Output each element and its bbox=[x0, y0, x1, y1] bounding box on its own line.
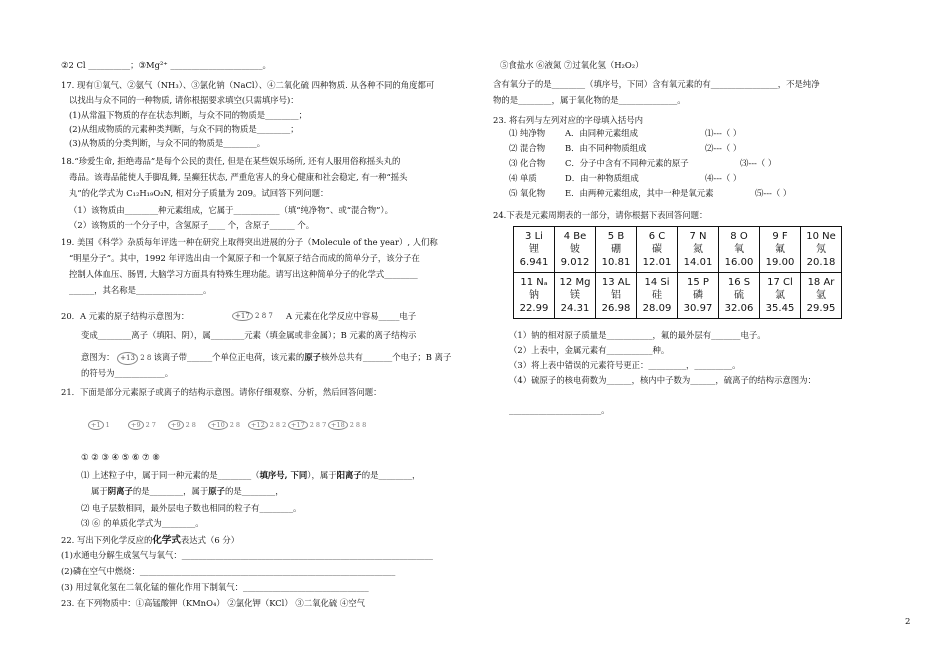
q24-part-4: （4）硫原子的核电荷数为______，核内中子数为______，硫离子的结构示意图为： bbox=[509, 375, 816, 385]
element-name: 氟 bbox=[775, 244, 785, 255]
q22-stem-c: 表达式（6 分） bbox=[180, 535, 240, 545]
element-cell bbox=[596, 227, 637, 273]
element-sym: 5 B bbox=[607, 231, 625, 242]
match-row-bracket: ⑷---（ ） bbox=[705, 173, 742, 183]
element-cell bbox=[678, 227, 719, 273]
element-cell bbox=[719, 273, 760, 319]
atom-nucleus: +12 bbox=[248, 420, 268, 430]
element-sym: 8 O bbox=[730, 231, 748, 242]
q17-stem-2: 以找出与众不同的一种物质, 请你根据要求填空(只需填序号)： bbox=[69, 95, 299, 105]
match-row-right: D．由一种物质组成 bbox=[565, 173, 639, 183]
match-row-bracket: ⑵---（ ） bbox=[705, 143, 742, 153]
q17-part-3: (3)从物质的分类判断，与众不同的物质是________。 bbox=[69, 138, 266, 148]
atom-a-nucleus: +17 bbox=[232, 311, 253, 321]
element-name: 氧 bbox=[734, 244, 744, 255]
q22-stem bbox=[61, 535, 239, 546]
element-name: 钠 bbox=[529, 290, 539, 301]
q22-part-3: (3) 用过氧化氢在二氧化锰的催化作用下制氧气：______________________________ bbox=[61, 582, 369, 592]
match-row-right: C．分子中含有不同种元素的原子 bbox=[565, 158, 689, 168]
atom-shells: 2 7 bbox=[145, 421, 156, 429]
atom-structure-diagram bbox=[248, 420, 286, 430]
element-cell bbox=[555, 227, 596, 273]
match-row-left: ⑶ 化合物 bbox=[509, 158, 546, 168]
q21-p2e: 的是________， bbox=[225, 486, 284, 496]
periodic-table-row-2 bbox=[514, 273, 842, 319]
element-name: 硼 bbox=[611, 244, 621, 255]
atom-b-shells: 2 8 bbox=[140, 354, 152, 362]
atom-nucleus: +10 bbox=[208, 420, 228, 430]
atom-structure-diagram bbox=[168, 420, 196, 430]
atom-shells: 2 8 7 bbox=[309, 421, 327, 429]
element-mass: 35.45 bbox=[765, 303, 795, 314]
atom-b-nucleus: +13 bbox=[117, 352, 138, 365]
element-sym: 9 F bbox=[772, 231, 788, 242]
match-row-bracket: ⑸---（ ） bbox=[755, 188, 792, 198]
q18-line-3: 丸”的化学式为 C₁₂H₁₉O₂N, 相对分子质量为 209。试回答下列问题： bbox=[69, 188, 329, 198]
element-name: 氩 bbox=[816, 290, 826, 301]
q21-p2a: 属于 bbox=[91, 486, 108, 496]
q21-part-1 bbox=[81, 470, 420, 481]
periodic-table-row-1 bbox=[514, 227, 842, 273]
q21-part-3: ⑵ 电子层数相同，最外层电子数也相同的粒子有________。 bbox=[81, 503, 302, 513]
atom-shells: 2 8 2 bbox=[269, 421, 287, 429]
q20-line-4: 的符号为____________。 bbox=[81, 368, 174, 378]
q20-line-2: 变成________离子（填阳、阴），属________元素（填金属或非金属）；B 元素的离子结构示 bbox=[81, 330, 417, 340]
element-sym: 6 C bbox=[648, 231, 666, 242]
element-mass: 20.18 bbox=[806, 257, 836, 268]
match-row-left: ⑴ 纯净物 bbox=[509, 128, 546, 138]
q23-cont-line-1: ⑤食盐水 ⑥液氮 ⑦过氧化氢（H₂O₂） bbox=[500, 60, 644, 70]
element-name: 磷 bbox=[693, 290, 703, 301]
q16-tail: ②2 Cl __________；③Mg²⁺ ______________________。 bbox=[61, 60, 271, 70]
element-sym: 10 Ne bbox=[806, 231, 836, 242]
element-mass: 10.81 bbox=[601, 257, 631, 268]
q19-line-1: 19. 美国《科学》杂质每年评选一种在研究上取得突出进展的分子（Molecule of the year）, 人们称 bbox=[61, 237, 438, 247]
element-name: 铝 bbox=[611, 290, 621, 301]
q20-line-3c: 核外总共有_______个电子；B 离子 bbox=[321, 352, 452, 362]
q18-line-2: 毒品。该毒品能使人手脚乱舞, 呈癫狂状态, 严重危害人的身心健康和社会稳定, 有一种“摇头 bbox=[69, 172, 408, 182]
atom-diagram-b bbox=[117, 354, 153, 362]
element-sym: 14 Si bbox=[644, 277, 670, 288]
element-mass: 19.00 bbox=[765, 257, 795, 268]
element-mass: 12.01 bbox=[642, 257, 672, 268]
element-mass: 9.012 bbox=[560, 257, 590, 268]
element-name: 碳 bbox=[652, 244, 662, 255]
q20-bold-atom: 原子 bbox=[304, 352, 322, 362]
q21-stem: 21．下面是部分元素原子或离子的结构示意图。请你仔细观察、分析，然后回答问题： bbox=[61, 387, 382, 397]
q18-line-1: 18.“珍爱生命, 拒绝毒品”是每个公民的责任, 但是在某些娱乐场所, 还有人服用俗称摇头丸的 bbox=[61, 156, 401, 166]
q19-line-4: ______，其名称是________________。 bbox=[69, 285, 212, 295]
element-mass: 28.09 bbox=[642, 303, 672, 314]
element-mass: 6.941 bbox=[519, 257, 549, 268]
atom-structure-diagram bbox=[128, 420, 156, 430]
element-cell bbox=[760, 227, 801, 273]
match-row-right: B．由不同种物质组成 bbox=[565, 143, 647, 153]
element-cell bbox=[760, 273, 801, 319]
element-cell bbox=[514, 273, 555, 319]
q21-p2d: 原子 bbox=[208, 486, 225, 496]
periodic-table bbox=[513, 226, 842, 319]
element-name: 铍 bbox=[570, 244, 580, 255]
element-mass: 26.98 bbox=[601, 303, 631, 314]
element-sym: 18 Ar bbox=[807, 277, 835, 288]
atom-nucleus: +17 bbox=[288, 420, 308, 430]
q24-part-1: （1）钠的相对原子质量是___________，氟的最外层有_______电子。 bbox=[509, 330, 766, 340]
q21-labels: ① ② ③ ④ ⑤ ⑥ ⑦ ⑧ bbox=[81, 452, 160, 462]
page-number: 2 bbox=[905, 617, 911, 627]
q20-line-3a: 意图为： bbox=[81, 352, 115, 362]
element-cell bbox=[801, 273, 842, 319]
element-cell bbox=[596, 273, 637, 319]
element-cell bbox=[719, 227, 760, 273]
element-name: 硫 bbox=[734, 290, 744, 301]
element-mass: 14.01 bbox=[683, 257, 713, 268]
element-sym: 17 Cl bbox=[767, 277, 793, 288]
element-cell bbox=[514, 227, 555, 273]
q22-part-1: (1)水通电分解生成氢气与氧气：____________________________________________________________ bbox=[61, 550, 433, 560]
q24-stem: 24.下表是元素周期表的一部分，请你根据下表回答问题： bbox=[493, 210, 708, 220]
q21-p2b: 阴离子 bbox=[107, 486, 133, 496]
match-row-bracket: ⑴---（ ） bbox=[705, 128, 742, 138]
element-mass: 24.31 bbox=[560, 303, 590, 314]
atom-nucleus: +9 bbox=[168, 420, 184, 430]
q21-part-2 bbox=[91, 486, 284, 497]
q21-p1b: 填序号, 下同 bbox=[259, 470, 308, 480]
element-cell bbox=[801, 227, 842, 273]
q19-line-2: “明星分子”。其中，1992 年评选出由一个氮原子和一个氧原子结合而成的简单分子，该分子在 bbox=[69, 253, 420, 263]
q21-p2c: 的是________，属于 bbox=[132, 486, 209, 496]
match-row-left: ⑷ 单质 bbox=[509, 173, 537, 183]
element-cell bbox=[637, 273, 678, 319]
q19-line-3: 控制人体血压、肠胃, 大脑学习方面具有特殊生理功能。请写出这种简单分子的化学式________ bbox=[69, 269, 418, 279]
element-name: 氮 bbox=[693, 244, 703, 255]
element-mass: 29.95 bbox=[806, 303, 836, 314]
q23-cont-line-2: 含有氧分子的是________（填序号，下同）含有氧元素的有________________，不是纯净 bbox=[493, 79, 820, 89]
q21-p1a: ⑴ 上述粒子中，属于同一种元素的是________（ bbox=[81, 470, 260, 480]
element-cell bbox=[555, 273, 596, 319]
match-row-right: A．由同种元素组成 bbox=[565, 128, 639, 138]
q23-stem: 23. 在下列物质中：①高锰酸钾（KMnO₄） ②氯化钾（KCl） ③二氧化硫 ④空气 bbox=[61, 598, 366, 608]
atom-structure-diagram bbox=[328, 420, 366, 430]
element-cell bbox=[637, 227, 678, 273]
atom-diagram-a bbox=[232, 311, 273, 321]
element-name: 氖 bbox=[816, 244, 826, 255]
q21-p1e: 的是________， bbox=[361, 470, 421, 480]
match-row-left: ⑵ 混合物 bbox=[509, 143, 546, 153]
q22-part-2: (2)磷在空气中燃烧：_____________________________________________________________ bbox=[61, 566, 396, 576]
q23-cont-line-3: 物的是________，属于氧化物的是______________。 bbox=[493, 95, 686, 105]
q20-line-1b: A 元素在化学反应中容易_____电子 bbox=[286, 311, 417, 321]
atom-nucleus: +9 bbox=[128, 420, 144, 430]
element-name: 氯 bbox=[775, 290, 785, 301]
element-name: 镁 bbox=[570, 290, 580, 301]
atom-shells: 2 8 bbox=[185, 421, 196, 429]
q17-part-1: (1)从常温下物质的存在状态判断，与众不同的物质是________； bbox=[69, 110, 307, 120]
atom-structure-diagram bbox=[288, 420, 326, 430]
element-cell bbox=[678, 273, 719, 319]
element-sym: 12 Mg bbox=[559, 277, 591, 288]
match-row-right: E．由两种元素组成，其中一种是氧元素 bbox=[565, 188, 714, 198]
element-sym: 11 Nₐ bbox=[520, 277, 548, 288]
q22-stem-a: 22. 写出下列化学反应的 bbox=[61, 535, 153, 545]
element-mass: 32.06 bbox=[724, 303, 754, 314]
q18-part-1: （1）该物质由________种元素组成，它属于___________（填“纯净物”、或“混合物”）。 bbox=[69, 205, 393, 215]
q24-part-5: ______________________。 bbox=[509, 405, 610, 415]
q22-stem-b: 化学式 bbox=[152, 535, 181, 546]
element-mass: 30.97 bbox=[683, 303, 713, 314]
element-mass: 22.99 bbox=[519, 303, 549, 314]
atom-structure-diagram bbox=[88, 420, 110, 430]
element-sym: 4 Be bbox=[563, 231, 587, 242]
element-sym: 16 S bbox=[727, 277, 751, 288]
atom-nucleus: +1 bbox=[88, 420, 104, 430]
q21-p1d: 阳离子 bbox=[336, 470, 362, 480]
atom-shells: 2 8 8 bbox=[349, 421, 367, 429]
q17-stem-1: 17. 现有①氧气、②氨气（NH₃）、③氯化钠（NaCl）、④二氧化硫 四种物质. 从各种不同的角度都可 bbox=[61, 80, 435, 90]
atom-shells: 2 8 bbox=[229, 421, 241, 429]
element-sym: 13 AL bbox=[601, 277, 631, 288]
q21-p1c: ），属于 bbox=[307, 470, 337, 480]
element-name: 锂 bbox=[529, 244, 539, 255]
q17-part-2: (2)从组成物质的元素种类判断，与众不同的物质是________； bbox=[69, 124, 299, 134]
match-row-left: ⑸ 氧化物 bbox=[509, 188, 546, 198]
q21-part-4: ⑶ ⑥ 的单质化学式为________。 bbox=[81, 518, 204, 528]
q20-line-1: 20．A 元素的原子结构示意图为： bbox=[61, 311, 190, 321]
element-mass: 16.00 bbox=[724, 257, 754, 268]
match-row-bracket: ⑶---（ ） bbox=[740, 158, 777, 168]
q18-part-2: （2）该物质的一个分子中，含氢原子____ 个，含原子______ 个。 bbox=[69, 220, 315, 230]
atom-structure-diagram bbox=[208, 420, 240, 430]
q20-line-3b: 该离子带______个单位正电荷，该元素的 bbox=[153, 352, 305, 362]
q24-part-2: （2）上表中，金属元素有___________种。 bbox=[509, 345, 670, 355]
atom-a-shells: 2 8 7 bbox=[255, 312, 273, 320]
q24-part-3: （3）将上表中错误的元素符号更正：_________，_________。 bbox=[509, 360, 741, 370]
q20-line-3 bbox=[81, 352, 451, 365]
q23b-stem: 23. 将右列与左列对应的字母填入括号内 bbox=[493, 115, 643, 125]
atom-shells: 1 bbox=[105, 421, 110, 429]
element-sym: 15 P bbox=[687, 277, 709, 288]
atom-nucleus: +18 bbox=[328, 420, 348, 430]
element-sym: 3 Li bbox=[525, 231, 543, 242]
element-name: 硅 bbox=[652, 290, 662, 301]
element-sym: 7 N bbox=[689, 231, 707, 242]
